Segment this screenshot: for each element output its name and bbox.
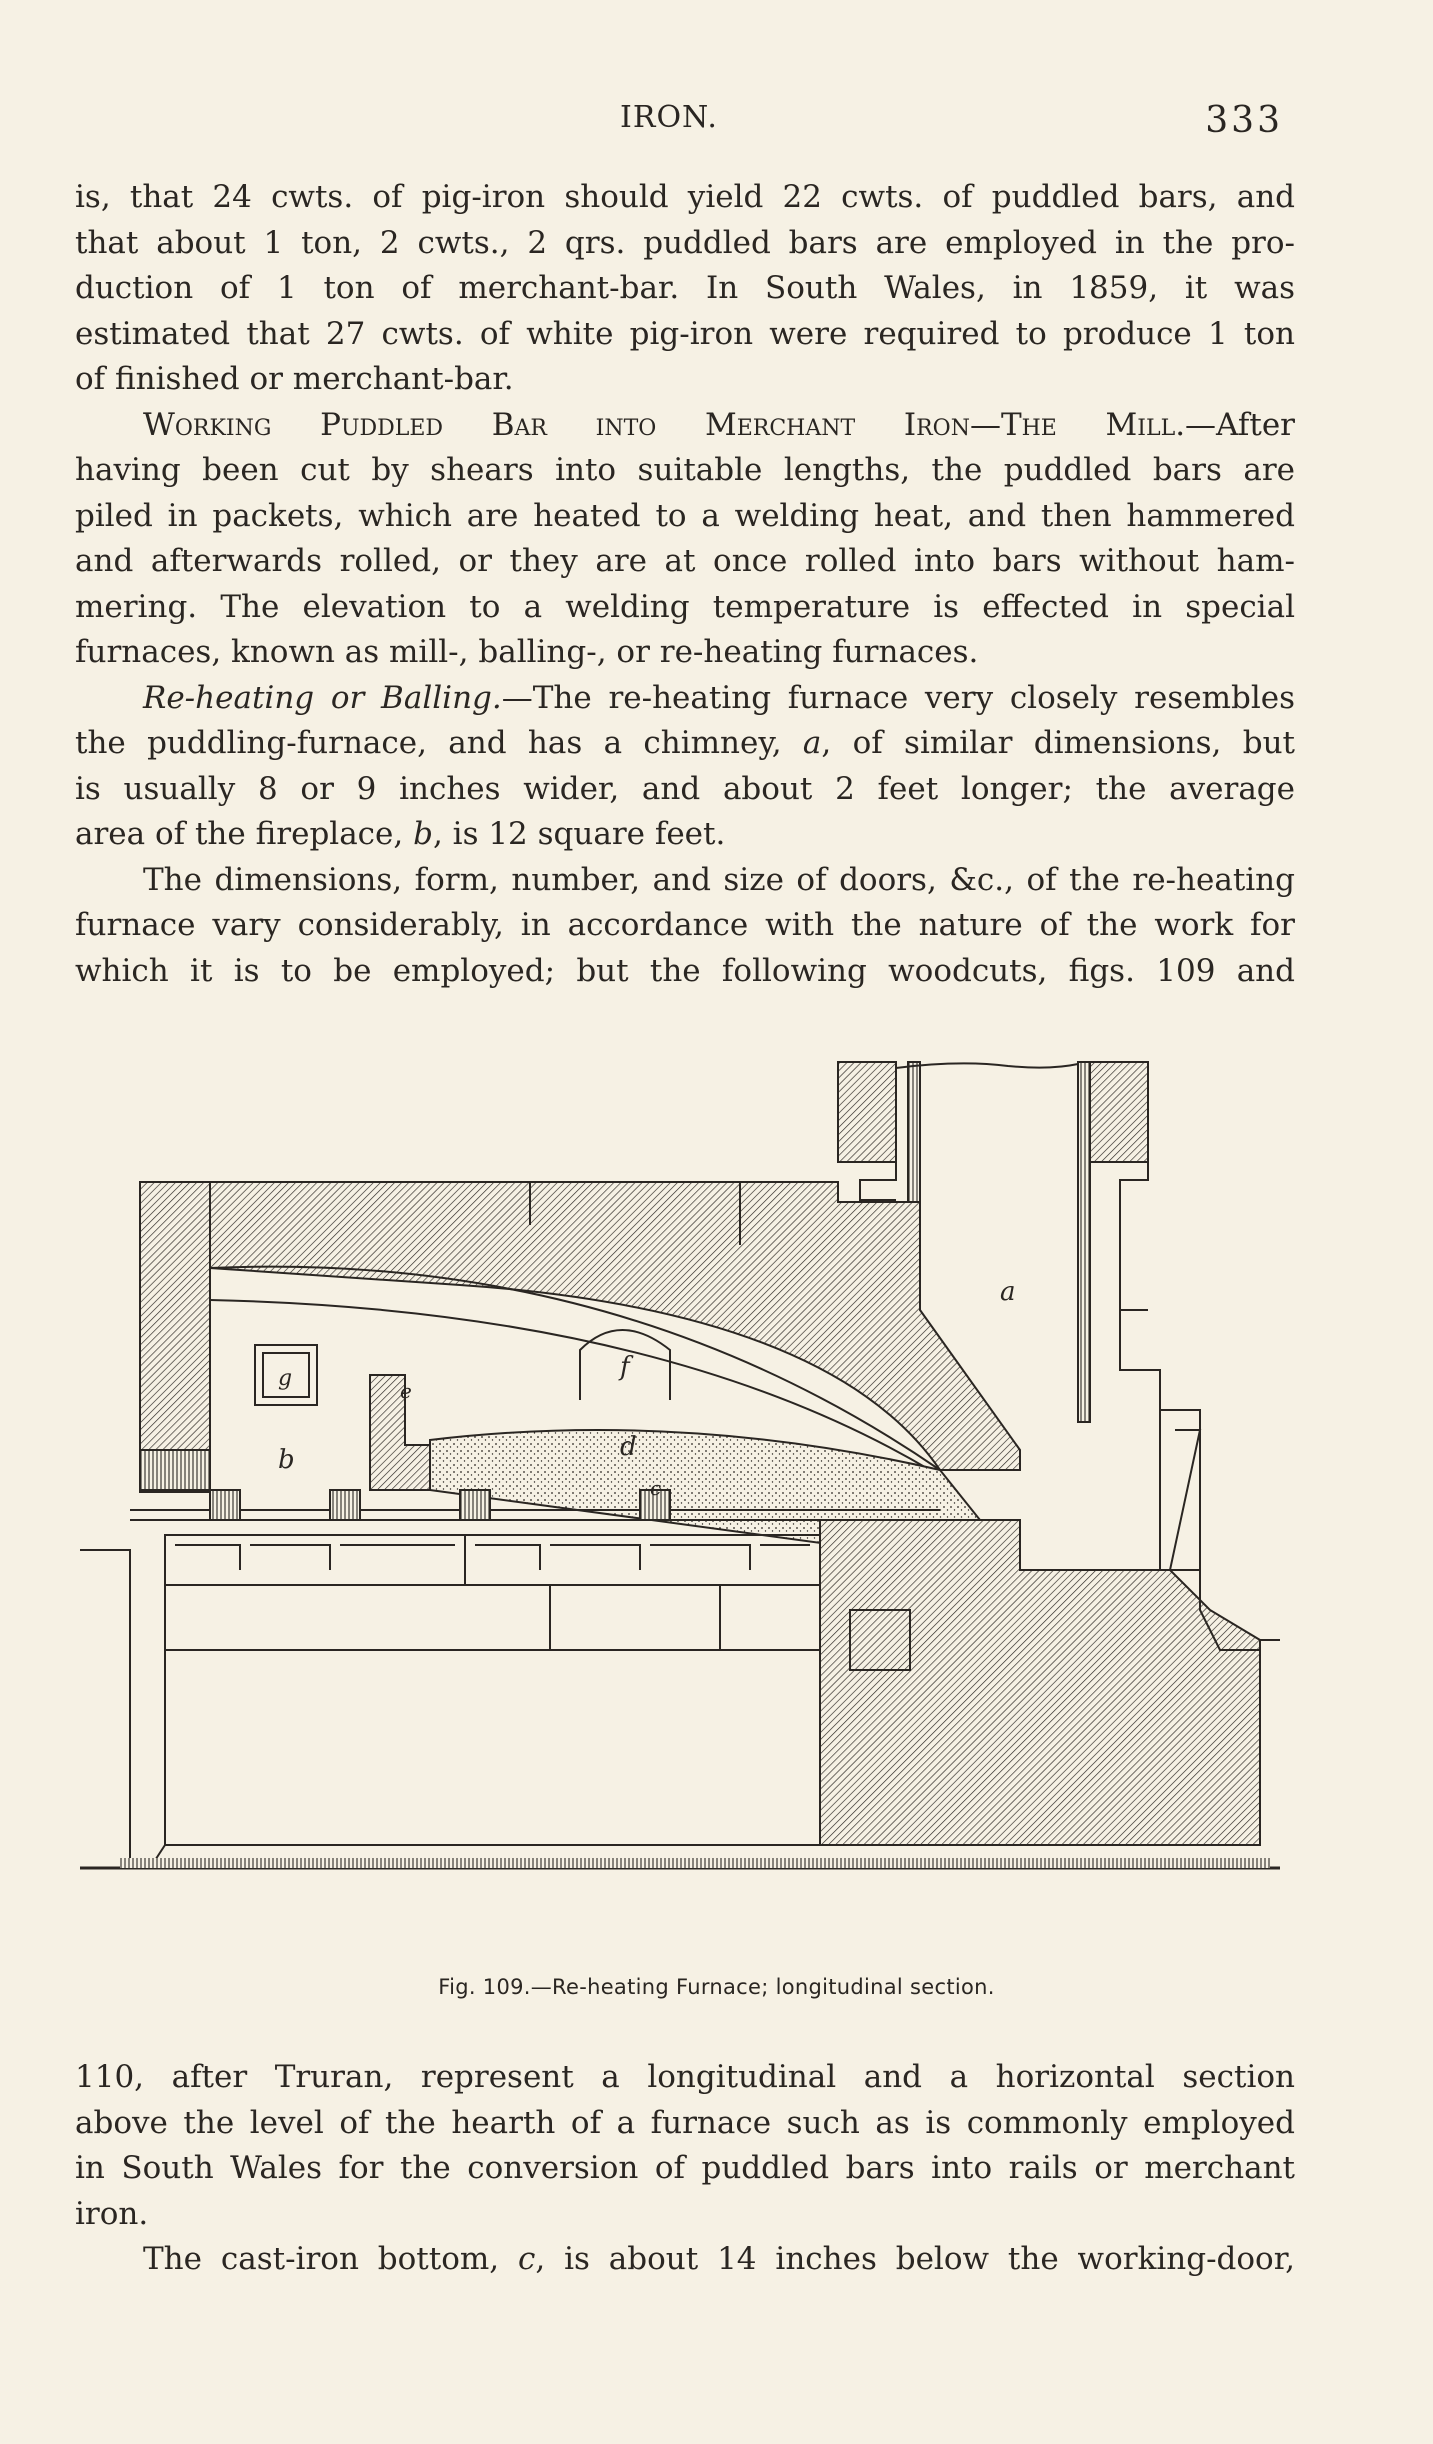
foundation-masonry (820, 1520, 1260, 1845)
text-line: of finished or merchant-bar. (75, 361, 514, 397)
label-g: g (278, 1366, 293, 1391)
text-line: duction of 1 ton of merchant-bar. In South Wales, in 1859, it was (75, 270, 1295, 306)
body-text-bottom (75, 2055, 1295, 2283)
text-line: area of the fireplace, b, is 12 square feet. (75, 816, 726, 852)
text-line: the puddling-furnace, and has a chimney, a, of similar dimensions, but (75, 725, 1295, 761)
body-text-top (75, 175, 1295, 994)
text-line: estimated that 27 cwts. of white pig-iron were required to produce 1 ton (75, 315, 1295, 352)
figure-109-furnace-section (60, 1050, 1280, 1940)
chimney-wall-left (838, 1062, 896, 1162)
label-c: c (650, 1476, 662, 1500)
furnace-left-wall (140, 1182, 210, 1492)
text-line: above the level of the hearth of a furnace such as is commonly employed (75, 2104, 1295, 2141)
label-d: d (620, 1432, 637, 1462)
text-line: 110, after Truran, represent a longitudinal and a horizontal section (75, 2059, 1295, 2095)
text-line: furnace vary considerably, in accordance with the nature of the work for (75, 907, 1295, 943)
text-line: The cast-iron bottom, c, is about 14 inches below the working-door, (143, 2241, 1295, 2277)
text-line: in South Wales for the conversion of puddled bars into rails or merchant (75, 2150, 1295, 2186)
furnace-section-drawing (60, 1050, 1280, 1940)
section-heading-mill: Working Puddled Bar into Merchant Iron—The Mill. (143, 406, 1186, 443)
text-line: is usually 8 or 9 inches wider, and about 2 feet longer; the average (75, 770, 1295, 807)
label-e: e (400, 1379, 412, 1403)
chimney-wall-right (1090, 1062, 1148, 1162)
text-line: having been cut by shears into suitable lengths, the puddled bars are (75, 452, 1295, 488)
label-f: f (620, 1352, 630, 1382)
label-b: b (278, 1445, 295, 1475)
figure-caption: Fig. 109.—Re-heating Furnace; longitudinal section. (438, 1975, 995, 1999)
text-line: The dimensions, form, number, and size of doors, &c., of the re-heating (143, 861, 1295, 898)
text-line: iron. (75, 2195, 149, 2232)
text-line: that about 1 ton, 2 cwts., 2 qrs. puddled bars are employed in the pro- (75, 224, 1295, 261)
text-line: is, that 24 cwts. of pig-iron should yield 22 cwts. of puddled bars, and (75, 179, 1295, 215)
running-title: IRON. (620, 100, 718, 135)
page-number: 333 (1205, 100, 1283, 141)
section-heading-reheating: Re-heating or Balling. (143, 679, 502, 716)
label-a: a (1000, 1277, 1016, 1307)
text-line: mering. The elevation to a welding temperature is effected in special (75, 588, 1295, 625)
text-line: which it is to be employed; but the following woodcuts, figs. 109 and (75, 952, 1295, 989)
text-line: Re-heating or Balling.—The re-heating furnace very closely resembles (143, 679, 1295, 716)
text-line: piled in packets, which are heated to a welding heat, and then hammered (75, 497, 1295, 534)
text-line: and afterwards rolled, or they are at once rolled into bars without ham- (75, 543, 1295, 579)
text-line: Working Puddled Bar into Merchant Iron—The Mill.—After (143, 406, 1295, 443)
text-line: furnaces, known as mill-, balling-, or re-heating furnaces. (75, 634, 979, 670)
running-head (0, 100, 1433, 140)
